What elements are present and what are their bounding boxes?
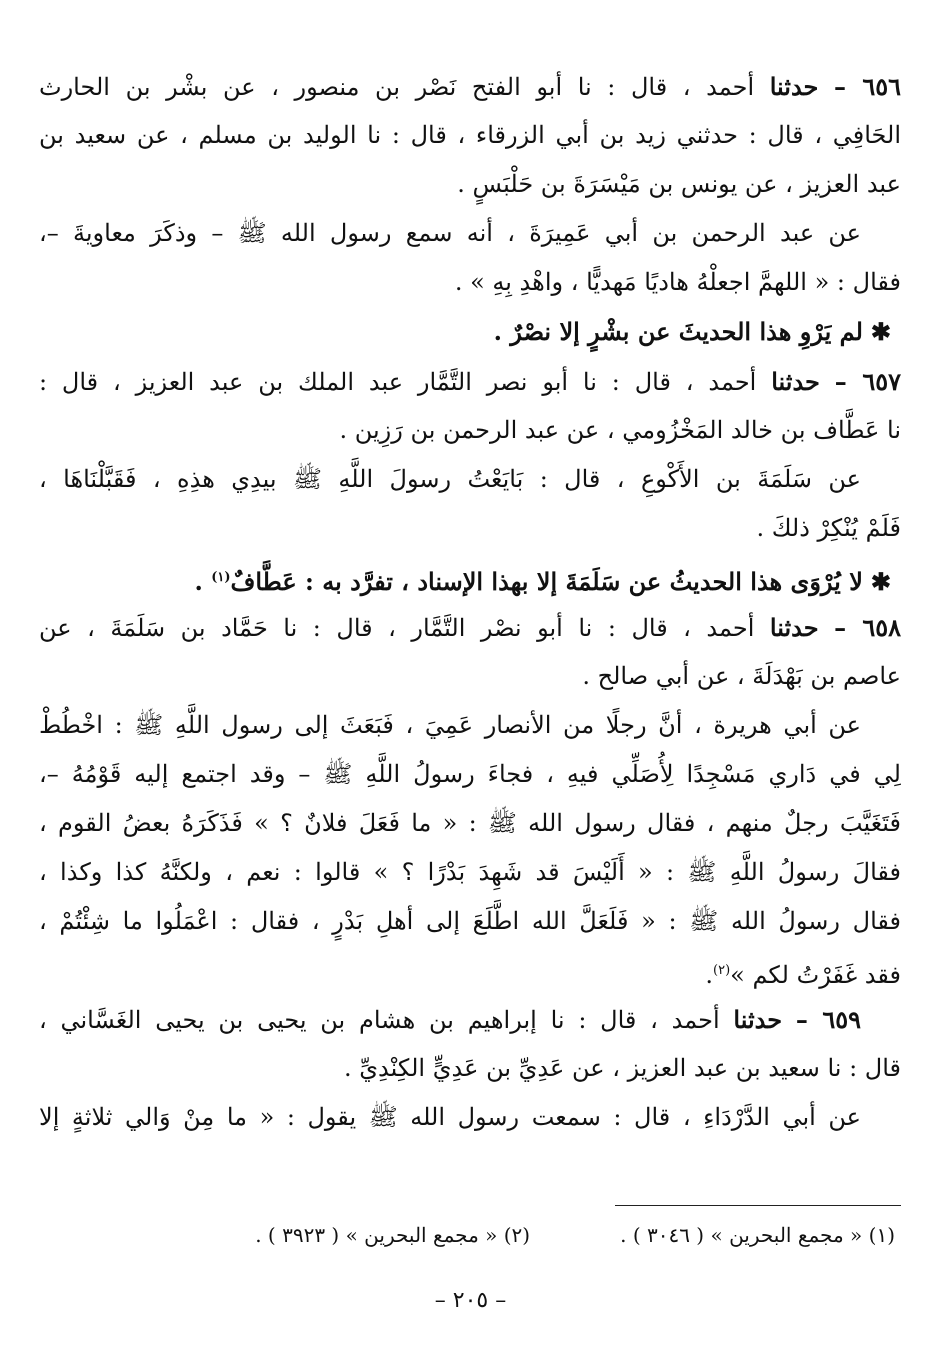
footnote-divider [615,1205,901,1206]
hadith-number: ٦٥٧ – [834,367,901,396]
hadith-658-line-5: فَتَغَيَّبَ رجلٌ منهم ، فقال رسول الله ﷺ : « ما فَعَلَ فلانٌ ؟ » فَذَكَرَهُ بعضُ القوم ، [39,809,901,837]
hadith-656-note: ✱لم يَرْوِ هذا الحديثَ عن بشْرٍ إلا نصْرٌ . [493,317,891,346]
narration-keyword: حدثنا [769,613,819,642]
hadith-number: ٦٥٨ – [834,613,901,642]
hadith-656-line-2: الحَافِي ، قال : حدثني زيد بن أبي الزرقاء ، قال : نا الوليد بن مسلم ، عن سعيد بن [39,121,901,149]
hadith-657-line-3: عن سَلَمَةَ بن الأَكْوعِ ، قال : بَايَعْتُ رسولَ اللَّهِ ﷺ بيدِي هذِهِ ، فَقَبَّلْنَاهَا ، [39,465,861,493]
hadith-number: ٦٥٩ – [795,1005,861,1034]
star-icon: ✱ [870,567,891,596]
narration-keyword: حدثنا [769,72,819,101]
hadith-656-line-1 [39,62,901,111]
hadith-657-line-1 [39,357,901,406]
isnad-text: أحمد ، قال : نا أبو الفتح نَصْر بن منصور ، عن بشْر بن الحارث [39,73,755,101]
hadith-657-note: ✱لا يُرْوَى هذا الحديثُ عن سَلَمَةَ إلا بهذا الإسناد ، تفرَّد به : عَطَّافٌ$^{(١)}$ . [194,567,891,596]
hadith-656-line-3: عبد العزيز ، عن يونس بن مَيْسَرَةَ بن حَلْبَسٍ . [457,170,901,198]
hadith-658-line-2: عاصم بن بَهْدَلَةَ ، عن أبي صالح . [582,662,901,690]
hadith-659-line-2: قال : نا سعيد بن عبد العزيز ، عن عَدِيِّ بن عَدِيٍّ الكِنْدِيِّ . [343,1054,901,1082]
hadith-658-line-7: فقال رسولُ الله ﷺ : « فَلَعَلَّ الله اطَّلَعَ إلى أهلِ بَدْرٍ ، فقال : اعْمَلُوا ما شِئْتُمْ ، [39,907,901,935]
footnote-ref: (٢) [713,963,731,978]
hadith-657-line-2: نا عَطَّاف بن خالد المَخْزُومي ، عن عبد الرحمن بن رَزِين . [339,416,901,444]
hadith-659-line-3: عن أبي الدَّرْدَاءِ ، قال : سمعت رسول الله ﷺ يقول : « ما مِنْ وَالي ثلاثةٍ إلا [39,1103,861,1131]
hadith-658-line-3: عن أبي هريرة ، أنَّ رجلًا من الأنصار عَمِيَ ، فَبَعَثَ إلى رسول اللَّهِ ﷺ : اخْطُطْ [39,711,861,739]
footnote-2: (٢) « مجمع البحرين » ( ٣٩٢٣ ) . [255,1223,531,1247]
page-text [39,62,901,1142]
hadith-656-line-5: فقال : « اللهمَّ اجعلْهُ هاديًا مَهديًّا ، واهْدِ بِهِ » . [454,268,901,296]
hadith-657-line-4: فَلَمْ يُنْكِرْ ذلكَ . [756,514,901,542]
narration-keyword: حدثنا [771,367,820,396]
footnote-1: (١) « مجمع البحرين » ( ٣٠٤٦ ) . [620,1223,895,1247]
hadith-659-line-1 [39,995,901,1044]
footnotes [39,1218,895,1252]
hadith-number: ٦٥٦ – [834,72,901,101]
isnad-text: أحمد ، قال : نا إبراهيم بن هشام بن يحيى بن يحيى الغَسَّاني ، [39,1006,720,1034]
hadith-658-line-4: لِي في دَاري مَسْجِدًا لِأُصَلِّي فيهِ ، فجاءَ رسولُ اللَّهِ ﷺ – وقد اجتمع إليه قَوْمُهُ –، [39,760,901,788]
hadith-658-line-8: فقد غَفَرْتُ لكم »$^{(٢)}$. [705,961,901,989]
hadith-656-line-4: عن عبد الرحمن بن أبي عَمِيرَةَ ، أنه سمع رسول الله ﷺ – وذكَرَ معاويةَ –، [39,219,861,247]
footnote-ref: (١) [211,570,231,585]
page-number: – ٢٠٥ – [434,1288,507,1313]
narration-keyword: حدثنا [733,1005,783,1034]
isnad-text: أحمد ، قال : نا أبو نصْر التَّمَّار ، قال : نا حَمَّاد بن سَلَمَةَ ، عن [39,614,755,642]
isnad-text: أحمد ، قال : نا أبو نصر التَّمَّار عبد الملك بن عبد العزيز ، قال : [39,368,757,396]
star-icon: ✱ [870,317,891,346]
hadith-658-line-6: فقالَ رسولُ اللَّهِ ﷺ : « أَلَيْسَ قد شَهِدَ بَدْرًا ؟ » قالوا : نعم ، ولكنَّهُ كذا وكذا ، [39,858,901,886]
hadith-658-line-1 [39,603,901,652]
